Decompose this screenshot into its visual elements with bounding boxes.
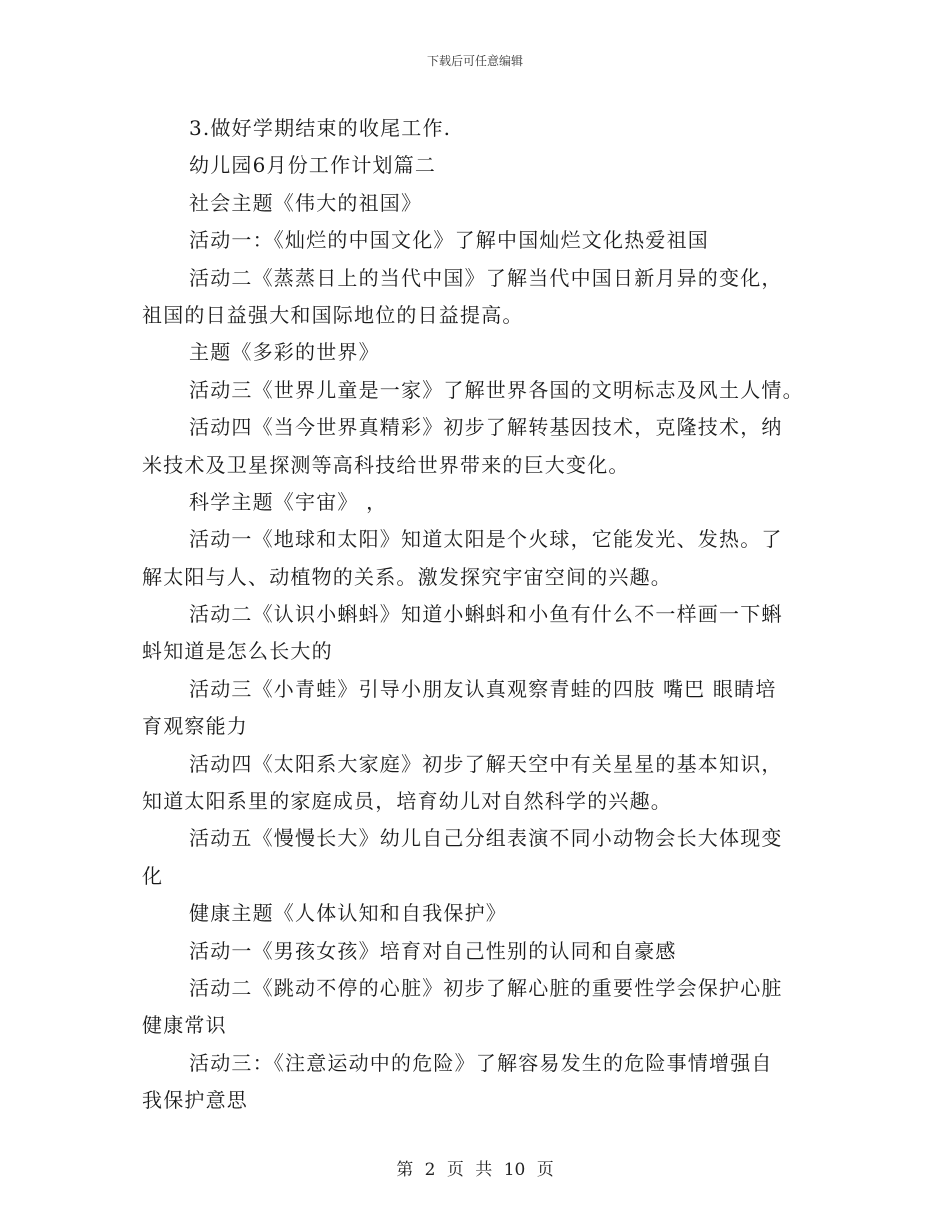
paragraph-line: 活动三：《注意运动中的危险》了解容易发生的危险事情增强自 [189, 1050, 773, 1075]
paragraph-line: 活动三《小青蛙》引导小朋友认真观察青蛙的四肢 嘴巴 眼睛培 [189, 676, 777, 701]
paragraph-line: 活动一《男孩女孩》培育对自己性别的认同和自豪感 [189, 938, 677, 963]
paragraph-line: 活动三《世界儿童是一家》了解世界各国的文明标志及风土人情。 [189, 377, 804, 402]
document-body [142, 110, 807, 1120]
paragraph-line: 活动四《太阳系大家庭》初步了解天空中有关星星的基本知识， [189, 751, 783, 776]
paragraph-line-continued: 祖国的日益强大和国际地位的日益提高。 [142, 302, 524, 327]
theme-heading: 科学主题《宇宙》 ， [189, 489, 388, 514]
paragraph-line-continued: 蚪知道是怎么长大的 [142, 639, 333, 664]
paragraph-line-continued: 我保护意思 [142, 1088, 248, 1113]
paragraph-line-continued: 健康常识 [142, 1013, 227, 1038]
paragraph-line: 活动二《蒸蒸日上的当代中国》了解当代中国日新月异的变化， [189, 265, 783, 290]
paragraph-line-continued: 化 [142, 863, 164, 888]
theme-heading: 主题《多彩的世界》 [189, 340, 380, 365]
paragraph-line-continued: 米技术及卫星探测等高科技给世界带来的巨大变化。 [142, 452, 630, 477]
theme-heading: 社会主题《伟大的祖国》 [189, 190, 423, 215]
paragraph-line-continued: 知道太阳系里的家庭成员，培育幼儿对自然科学的兴趣。 [142, 789, 672, 814]
paragraph-line: 活动二《认识小蝌蚪》知道小蝌蚪和小鱼有什么不一样画一下蝌 [189, 602, 783, 627]
paragraph-line-continued: 育观察能力 [142, 714, 248, 739]
paragraph-line: 活动一《地球和太阳》知道太阳是个火球，它能发光、发热。了 [189, 527, 783, 552]
section-heading: 幼儿园6月份工作计划篇二 [189, 153, 437, 178]
paragraph-line: 活动四《当今世界真精彩》初步了解转基因技术，克隆技术，纳 [189, 415, 783, 440]
theme-heading: 健康主题《人体认知和自我保护》 [189, 901, 507, 926]
paragraph-line: 活动一：《灿烂的中国文化》了解中国灿烂文化热爱祖国 [189, 228, 709, 253]
paragraph-line: 3.做好学期结束的收尾工作. [189, 116, 452, 140]
paragraph-line-continued: 解太阳与人、动植物的关系。激发探究宇宙空间的兴趣。 [142, 564, 672, 589]
paragraph-line: 活动二《跳动不停的心脏》初步了解心脏的重要性学会保护心脏 [189, 975, 783, 1000]
page-header: 下载后可任意编辑 [426, 54, 523, 68]
page-footer: 第 2 页 共 10 页 [396, 1160, 554, 1180]
paragraph-line: 活动五《慢慢长大》幼儿自己分组表演不同小动物会长大体现变 [189, 826, 783, 851]
